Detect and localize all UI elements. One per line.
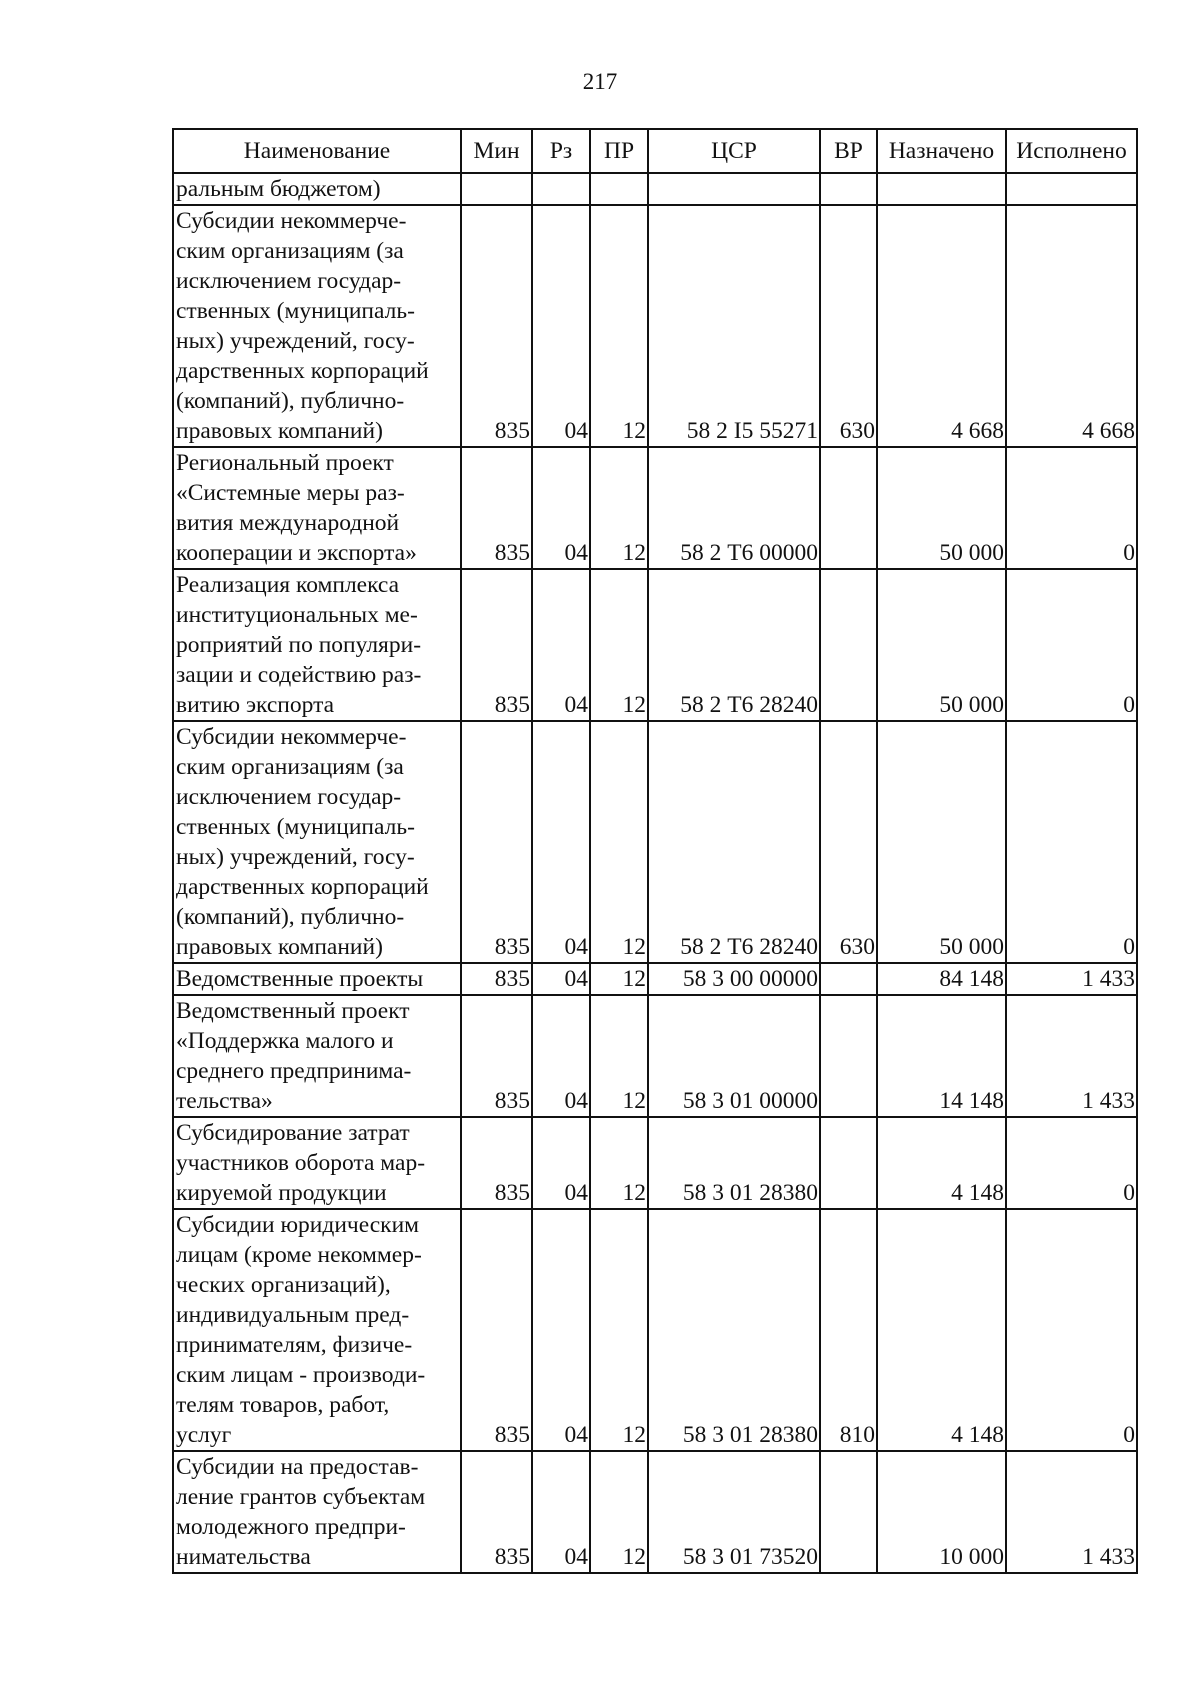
pr-cell xyxy=(590,173,648,205)
name-line: среднего предпринима- xyxy=(176,1058,412,1084)
name-line: принимателям, физиче- xyxy=(176,1332,413,1358)
min-cell: 835 xyxy=(461,205,532,447)
budget-table xyxy=(172,128,1138,1574)
csr-cell: 58 3 01 73520 xyxy=(648,1451,820,1573)
name-line: исключением государ- xyxy=(176,268,402,294)
header-row xyxy=(173,129,1137,173)
name-line: вития международной xyxy=(176,510,400,536)
column-header-assigned: Назначено xyxy=(877,129,1006,173)
pr-cell: 12 xyxy=(590,1117,648,1209)
name-line: «Системные меры раз- xyxy=(176,480,405,506)
executed-cell: 1 433 xyxy=(1006,995,1137,1117)
column-header-name: Наименование xyxy=(173,129,461,173)
min-cell xyxy=(461,173,532,205)
column-header-rz: Рз xyxy=(532,129,590,173)
name-line: ных) учреждений, госу- xyxy=(176,328,415,354)
column-header-csr: ЦСР xyxy=(648,129,820,173)
name-line: Региональный проект xyxy=(176,450,394,476)
name-line: дарственных корпораций xyxy=(176,874,429,900)
name-line: правовых компаний) xyxy=(176,418,383,444)
name-line: участников оборота мар- xyxy=(176,1150,426,1176)
column-header-pr: ПР xyxy=(590,129,648,173)
table-row xyxy=(173,721,1137,963)
assigned-cell: 4 148 xyxy=(877,1209,1006,1451)
name-cell xyxy=(173,569,461,721)
executed-cell: 0 xyxy=(1006,1117,1137,1209)
table-header xyxy=(173,129,1137,173)
name-line: лицам (кроме некоммер- xyxy=(176,1242,422,1268)
csr-cell: 58 2 Т6 28240 xyxy=(648,721,820,963)
name-cell xyxy=(173,963,461,995)
rz-cell: 04 xyxy=(532,963,590,995)
assigned-cell: 50 000 xyxy=(877,447,1006,569)
name-line: Субсидирование затрат xyxy=(176,1120,410,1146)
pr-cell: 12 xyxy=(590,447,648,569)
min-cell: 835 xyxy=(461,569,532,721)
name-line: Реализация комплекса xyxy=(176,572,400,598)
name-line: услуг xyxy=(176,1422,232,1448)
vr-cell xyxy=(820,1451,877,1573)
rz-cell: 04 xyxy=(532,569,590,721)
pr-cell: 12 xyxy=(590,963,648,995)
executed-cell: 0 xyxy=(1006,447,1137,569)
table-row xyxy=(173,995,1137,1117)
vr-cell xyxy=(820,569,877,721)
pr-cell: 12 xyxy=(590,205,648,447)
name-cell xyxy=(173,721,461,963)
vr-cell: 630 xyxy=(820,205,877,447)
name-line: ственных (муниципаль- xyxy=(176,298,415,324)
csr-cell: 58 2 Т6 00000 xyxy=(648,447,820,569)
table-row xyxy=(173,569,1137,721)
pr-cell: 12 xyxy=(590,569,648,721)
pr-cell: 12 xyxy=(590,721,648,963)
csr-cell xyxy=(648,173,820,205)
executed-cell: 1 433 xyxy=(1006,1451,1137,1573)
assigned-cell: 50 000 xyxy=(877,569,1006,721)
executed-cell: 0 xyxy=(1006,1209,1137,1451)
executed-cell: 0 xyxy=(1006,721,1137,963)
pr-cell: 12 xyxy=(590,995,648,1117)
csr-cell: 58 2 I5 55271 xyxy=(648,205,820,447)
column-header-min: Мин xyxy=(461,129,532,173)
name-line: ральным бюджетом) xyxy=(176,176,381,202)
name-line: дарственных корпораций xyxy=(176,358,429,384)
name-line: Субсидии на предостав- xyxy=(176,1454,419,1480)
assigned-cell: 4 148 xyxy=(877,1117,1006,1209)
name-line: «Поддержка малого и xyxy=(176,1028,394,1054)
rz-cell: 04 xyxy=(532,995,590,1117)
table-row xyxy=(173,173,1137,205)
name-line: витию экспорта xyxy=(176,692,335,718)
rz-cell: 04 xyxy=(532,1209,590,1451)
name-cell xyxy=(173,205,461,447)
name-cell xyxy=(173,995,461,1117)
executed-cell xyxy=(1006,173,1137,205)
vr-cell xyxy=(820,1117,877,1209)
name-line: телям товаров, работ, xyxy=(176,1392,390,1418)
rz-cell: 04 xyxy=(532,721,590,963)
pr-cell: 12 xyxy=(590,1451,648,1573)
name-line: исключением государ- xyxy=(176,784,402,810)
name-line: роприятий по популяри- xyxy=(176,632,422,658)
table-row xyxy=(173,1209,1137,1451)
assigned-cell: 10 000 xyxy=(877,1451,1006,1573)
assigned-cell: 84 148 xyxy=(877,963,1006,995)
rz-cell: 04 xyxy=(532,205,590,447)
table-body xyxy=(173,173,1137,1573)
table-row xyxy=(173,1451,1137,1573)
vr-cell: 810 xyxy=(820,1209,877,1451)
name-line: кируемой продукции xyxy=(176,1180,387,1206)
name-cell xyxy=(173,1117,461,1209)
vr-cell xyxy=(820,995,877,1117)
pr-cell: 12 xyxy=(590,1209,648,1451)
min-cell: 835 xyxy=(461,1451,532,1573)
name-line: индивидуальным пред- xyxy=(176,1302,410,1328)
executed-cell: 0 xyxy=(1006,569,1137,721)
name-line: Субсидии юридическим xyxy=(176,1212,420,1238)
name-line: Субсидии некоммерче- xyxy=(176,724,407,750)
vr-cell: 630 xyxy=(820,721,877,963)
min-cell: 835 xyxy=(461,1117,532,1209)
name-line: (компаний), публично- xyxy=(176,388,405,414)
name-line: Субсидии некоммерче- xyxy=(176,208,407,234)
assigned-cell: 4 668 xyxy=(877,205,1006,447)
min-cell: 835 xyxy=(461,447,532,569)
table-row xyxy=(173,963,1137,995)
name-line: ским лицам - производи- xyxy=(176,1362,426,1388)
name-line: ским организациям (за xyxy=(176,238,404,264)
rz-cell: 04 xyxy=(532,1117,590,1209)
name-line: ческих организаций), xyxy=(176,1272,391,1298)
vr-cell xyxy=(820,963,877,995)
name-line: правовых компаний) xyxy=(176,934,383,960)
name-cell xyxy=(173,173,461,205)
vr-cell xyxy=(820,173,877,205)
name-cell xyxy=(173,1451,461,1573)
rz-cell xyxy=(532,173,590,205)
executed-cell: 4 668 xyxy=(1006,205,1137,447)
rz-cell: 04 xyxy=(532,1451,590,1573)
table-row xyxy=(173,205,1137,447)
executed-cell: 1 433 xyxy=(1006,963,1137,995)
min-cell: 835 xyxy=(461,995,532,1117)
csr-cell: 58 3 01 28380 xyxy=(648,1117,820,1209)
csr-cell: 58 3 01 28380 xyxy=(648,1209,820,1451)
name-line: ским организациям (за xyxy=(176,754,404,780)
name-cell xyxy=(173,1209,461,1451)
name-line: ление грантов субъектам xyxy=(176,1484,426,1510)
min-cell: 835 xyxy=(461,1209,532,1451)
name-line: тельства» xyxy=(176,1088,273,1114)
page-number: 217 xyxy=(582,69,618,94)
name-line: кооперации и экспорта» xyxy=(176,540,417,566)
name-cell xyxy=(173,447,461,569)
min-cell: 835 xyxy=(461,721,532,963)
assigned-cell: 14 148 xyxy=(877,995,1006,1117)
csr-cell: 58 3 00 00000 xyxy=(648,963,820,995)
assigned-cell xyxy=(877,173,1006,205)
column-header-vr: ВР xyxy=(820,129,877,173)
name-line: ных) учреждений, госу- xyxy=(176,844,415,870)
table-row xyxy=(173,447,1137,569)
rz-cell: 04 xyxy=(532,447,590,569)
assigned-cell: 50 000 xyxy=(877,721,1006,963)
name-line: институциональных ме- xyxy=(176,602,418,628)
name-line: Ведомственные проекты xyxy=(176,966,424,992)
name-line: нимательства xyxy=(176,1544,311,1570)
csr-cell: 58 3 01 00000 xyxy=(648,995,820,1117)
name-line: Ведомственный проект xyxy=(176,998,410,1024)
name-line: ственных (муниципаль- xyxy=(176,814,415,840)
column-header-executed: Исполнено xyxy=(1006,129,1137,173)
csr-cell: 58 2 Т6 28240 xyxy=(648,569,820,721)
min-cell: 835 xyxy=(461,963,532,995)
name-line: (компаний), публично- xyxy=(176,904,405,930)
vr-cell xyxy=(820,447,877,569)
name-line: молодежного предпри- xyxy=(176,1514,406,1540)
name-line: зации и содействию раз- xyxy=(176,662,422,688)
table-row xyxy=(173,1117,1137,1209)
